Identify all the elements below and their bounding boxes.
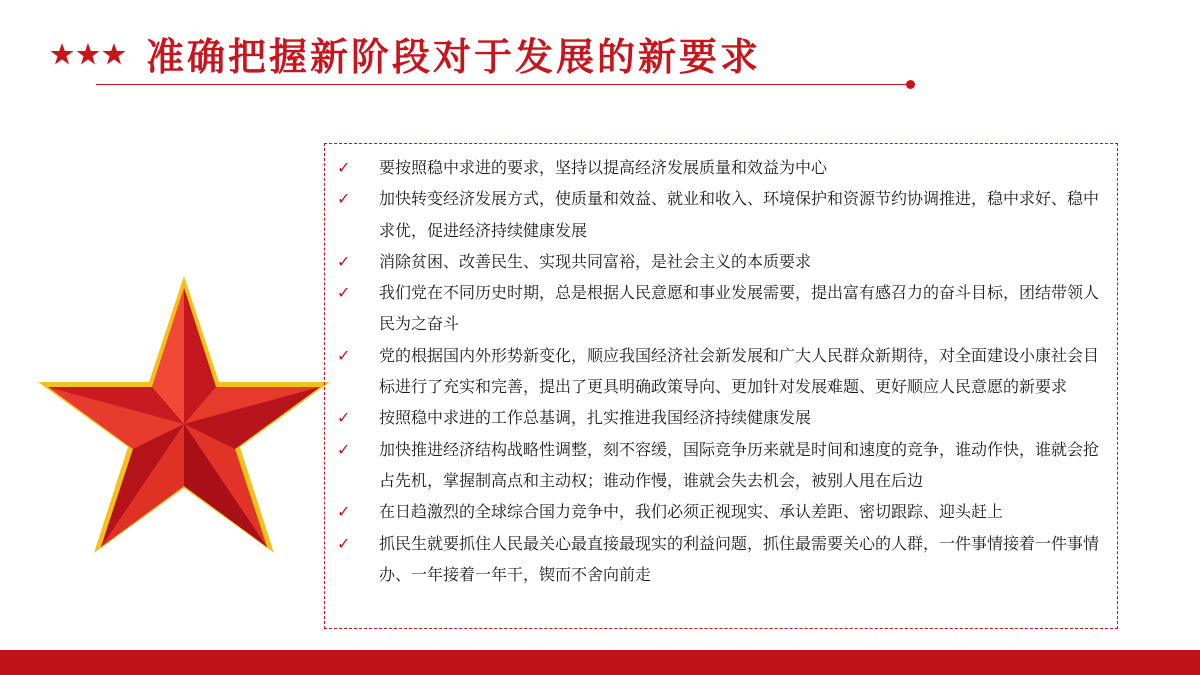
check-icon: ✓ <box>337 189 351 209</box>
check-icon: ✓ <box>337 408 351 428</box>
check-icon: ✓ <box>337 251 351 271</box>
title-star-icon <box>50 42 74 66</box>
page-title: 准确把握新阶段对于发展的新要求 <box>146 35 762 79</box>
list-item <box>335 183 1099 246</box>
red-five-point-star-icon <box>36 274 332 556</box>
list-item <box>335 277 1099 340</box>
list-item <box>335 152 1099 183</box>
list-item-text: 加快推进经济结构战略性调整，刻不容缓，国际竞争历来就是时间和速度的竞争，谁动作快，谁就会抢占先机，掌握制高点和主动权；谁动作慢，谁就会失去机会，被别人甩在后边 <box>379 439 1100 490</box>
list-item <box>335 496 1099 527</box>
check-icon: ✓ <box>337 158 351 177</box>
list-item-text: 抓民生就要抓住人民最关心最直接最现实的利益问题，抓住最需要关心的人群，一件事情接着一件事情办、一年接着一年干，锲而不舍向前走 <box>379 533 1100 584</box>
list-item-text: 要按照稳中求进的要求，坚持以提高经济发展质量和效益为中心 <box>379 158 828 177</box>
requirements-list <box>324 143 1118 629</box>
list-item-text: 在日趋激烈的全球综合国力竞争中，我们必须正视现实、承认差距、密切跟踪、迎头赶上 <box>379 502 1004 522</box>
check-icon: ✓ <box>337 439 351 459</box>
list-item <box>335 402 1099 433</box>
list-item-text: 加快转变经济发展方式，使质量和效益、就业和收入、环境保护和资源节约协调推进，稳中求好、稳中求优，促进经济持续健康发展 <box>379 189 1100 240</box>
list-item-text: 党的根据国内外形势新变化，顺应我国经济社会新发展和广大人民群众新期待，对全面建设小康社会目标进行了充实和完善，提出了更具明确政策导向、更加针对发展难题、更好顺应人民意愿的新要求 <box>379 345 1100 397</box>
check-icon: ✓ <box>337 533 351 553</box>
list-item <box>335 246 1099 277</box>
check-icon: ✓ <box>337 345 351 365</box>
list-item <box>335 340 1099 403</box>
list-item <box>335 528 1099 591</box>
title-star-icon <box>76 42 100 66</box>
list-item-text: 我们党在不同历史时期，总是根据人民意愿和事业发展需要，提出富有感召力的奋斗目标，团结带领人民为之奋斗 <box>379 283 1100 334</box>
check-icon: ✓ <box>337 283 351 303</box>
bottom-bar <box>0 650 1200 675</box>
list-item <box>335 434 1099 497</box>
check-icon: ✓ <box>337 502 351 522</box>
title-underline-dot <box>906 80 915 89</box>
title-underline <box>96 84 908 85</box>
list-item-text: 按照稳中求进的工作总基调，扎实推进我国经济持续健康发展 <box>379 408 812 428</box>
title-star-icon <box>102 42 126 66</box>
three-star-icon <box>50 42 126 66</box>
list-item-text: 消除贫困、改善民生、实现共同富裕，是社会主义的本质要求 <box>379 251 812 271</box>
